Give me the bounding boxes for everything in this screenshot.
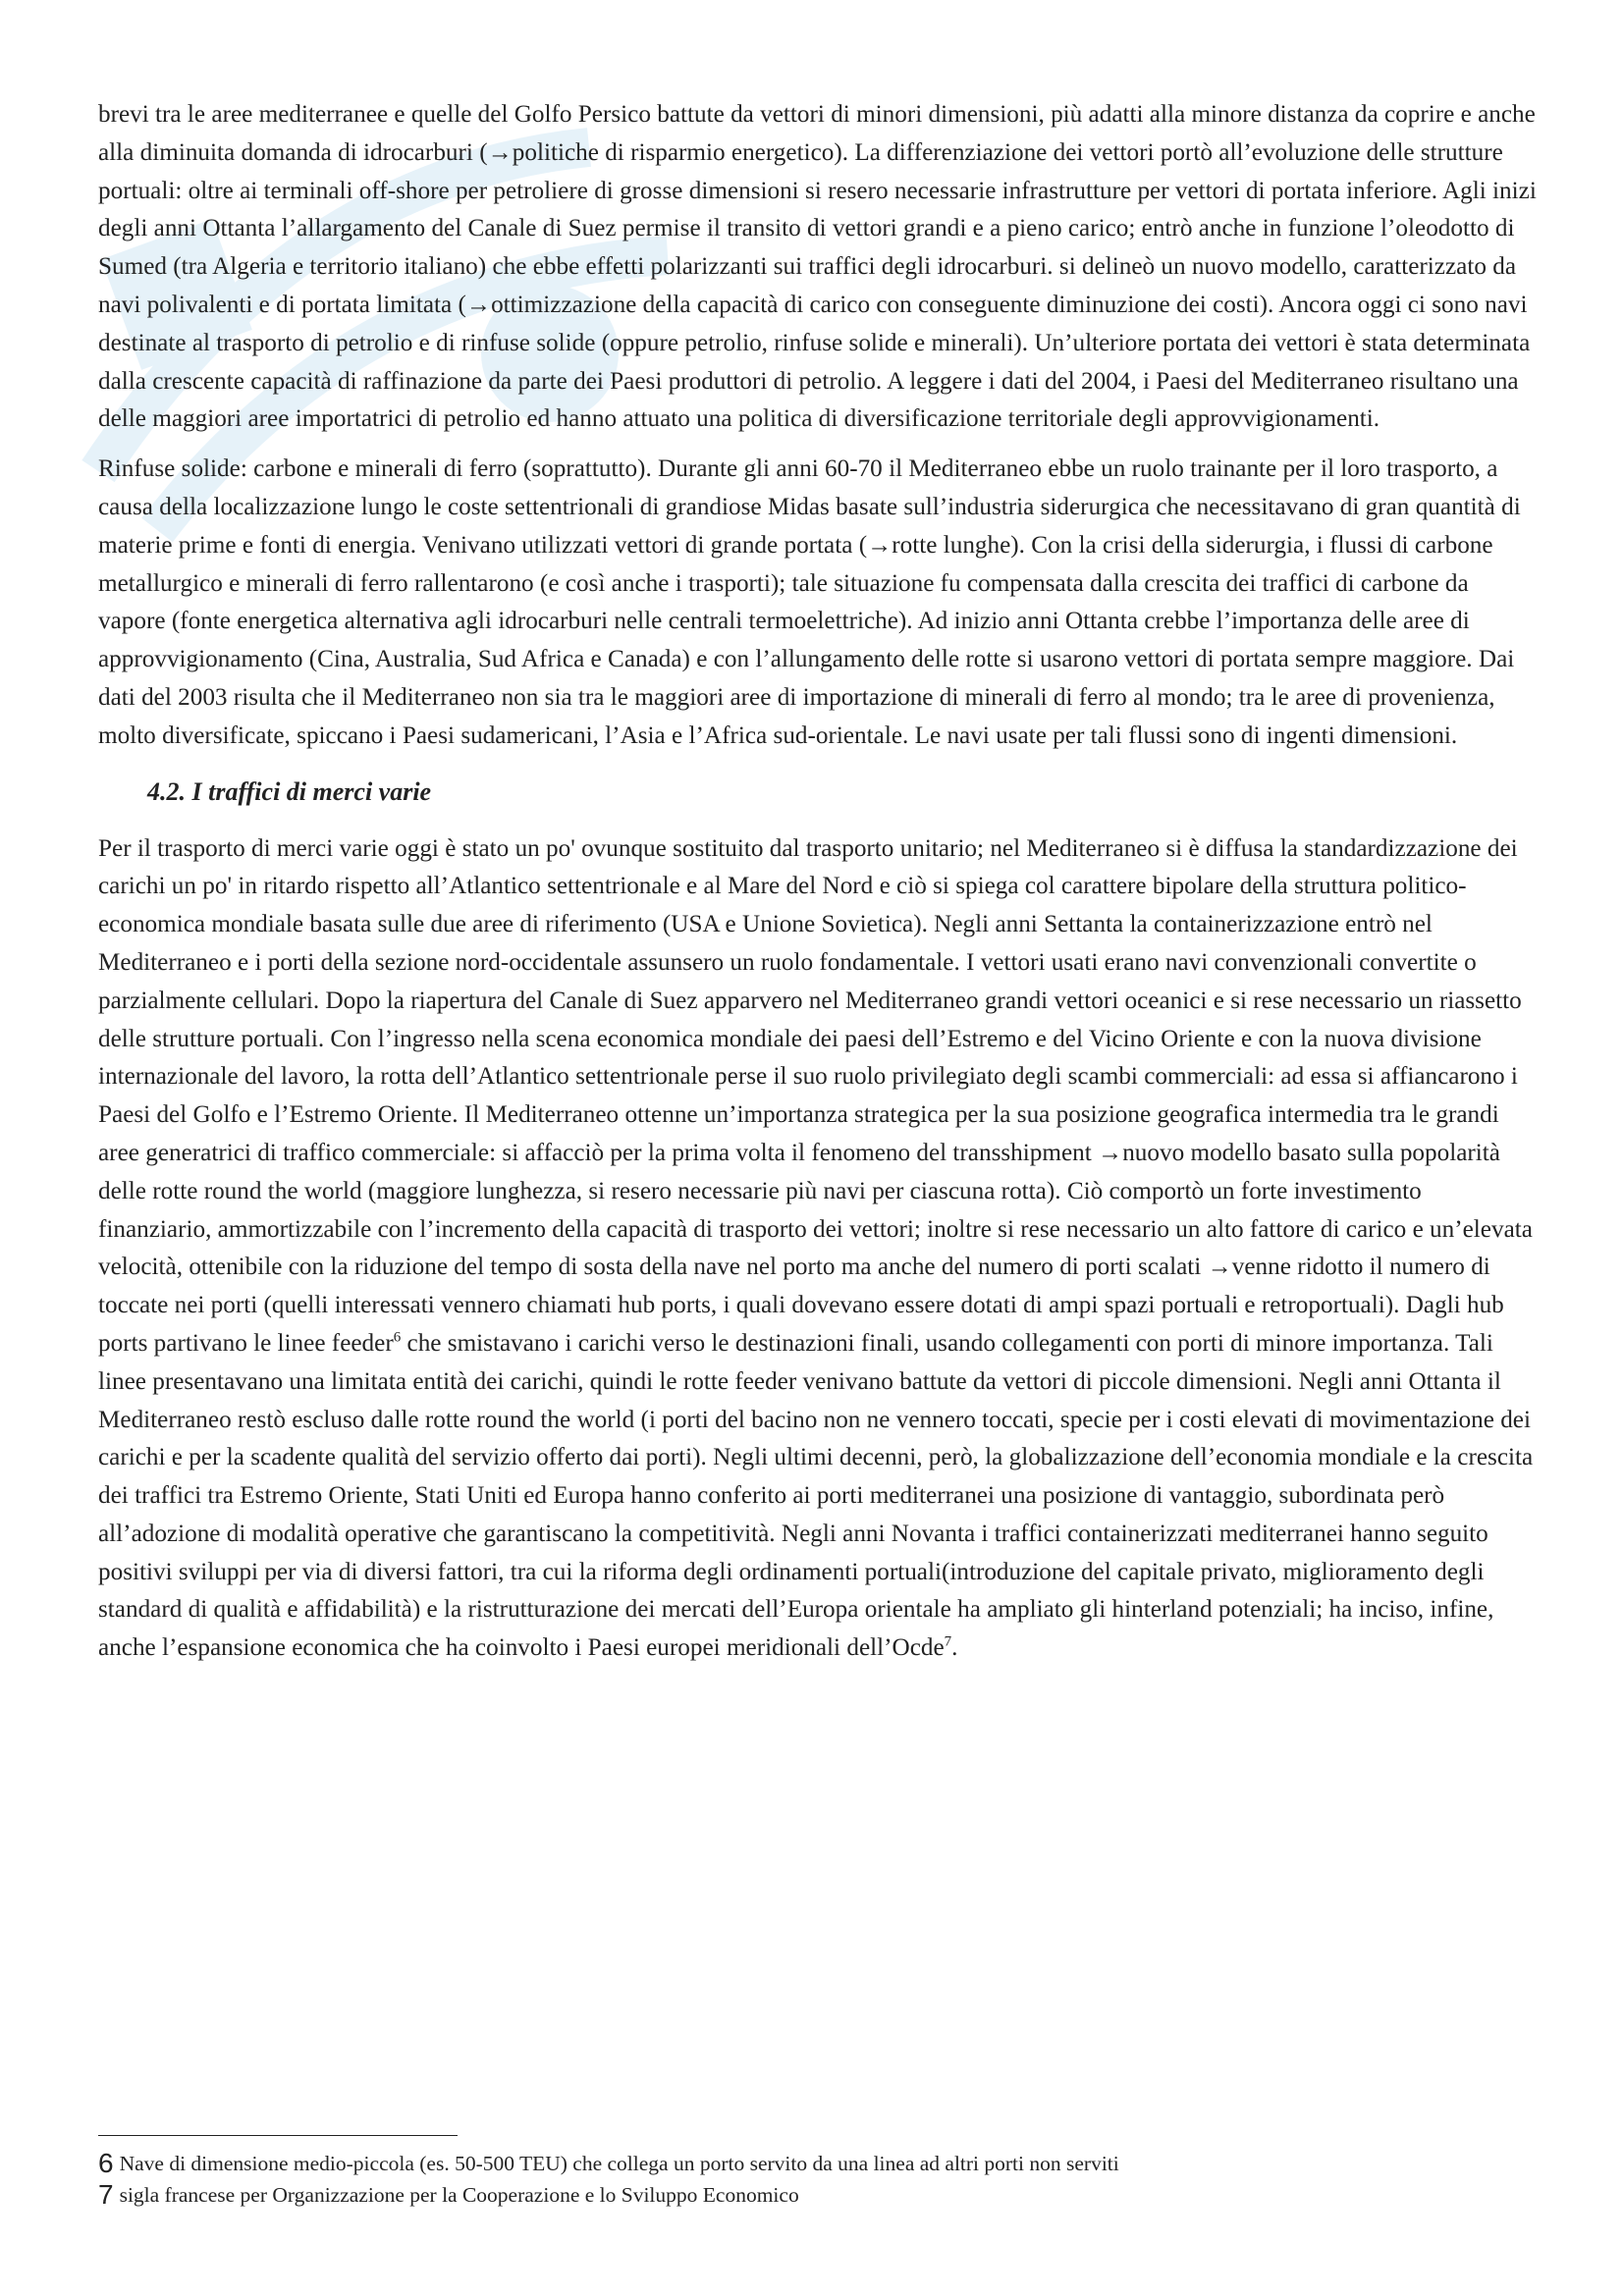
paragraph-general-cargo [98,830,1540,1669]
footnote-text: sigla francese per Organizzazione per la Cooperazione e lo Sviluppo Economico [119,2183,799,2207]
footnotes [98,2135,1540,2211]
footnote-number: 7 [98,2179,114,2210]
footnote-ref-7[interactable]: 7 [944,1633,952,1650]
paragraph-text: . [951,1634,958,1662]
document-body [98,96,1540,1668]
section-number: 4.2. [147,776,186,806]
footnote-number: 6 [98,2148,114,2178]
section-title: I traffici di merci varie [191,776,432,806]
paragraph-oil-routes: brevi tra le aree mediterranee e quelle del Golfo Persico battute da vettori di minori dimensioni, più adatti alla minore distanza da coprire e anche alla diminuita domanda di idrocarburi (→politiche di risparmio energetico). La differenziazione dei vettori portò all’evoluzione delle strutture portuali: oltre ai terminali off-shore per petroliere di grosse dimensioni si resero necessarie infrastrutture per vettori di portata inferiore. Agli inizi degli anni Ottanta l’allargamento del Canale di Suez permise il transito di vettori grandi e a pieno carico; entrò anche in funzione l’oleodotto di Sumed (tra Algeria e territorio italiano) che ebbe effetti polarizzanti sui traffici degli idrocarburi. si delineò un nuovo modello, caratterizzato da navi polivalenti e di portata limitata (→ottimizzazione della capacità di carico con conseguente diminuzione dei costi). Ancora oggi ci sono navi destinate al trasporto di petrolio e di rinfuse solide (oppure petrolio, rinfuse solide e minerali). Un’ulteriore portata dei vettori è stata determinata dalla crescente capacità di raffinazione da parte dei Paesi produttori di petrolio. A leggere i dati del 2004, i Paesi del Mediterraneo risultano una delle maggiori aree importatrici di petrolio ed hanno attuato una politica di diversificazione territoriale degli approvvigionamenti. [98,101,1537,433]
paragraph-text: Per il trasporto di merci varie oggi è stato un po' ovunque sostituito dal trasporto unitario; nel Mediterraneo si è diffusa la standardizzazione dei carichi un po' in ritardo rispetto all’Atlantico settentrionale e al Mare del Nord e ciò si spiega col carattere bipolare della struttura politico-economica mondiale basata sulle due aree di riferimento (USA e Unione Sovietica). Negli anni Settanta la containerizzazione entrò nel Mediterraneo e i porti della sezione nord-occidentale assunsero un ruolo fondamentale. I vettori usati erano navi convenzionali convertite o parzialmente cellulari. Dopo la riapertura del Canale di Suez apparvero nel Mediterraneo grandi vettori oceanici e si rese necessario un riassetto delle strutture portuali. Con l’ingresso nella scena economica mondiale dei paesi dell’Estremo e del Vicino Oriente e con la nuova divisione internazionale del lavoro, la rotta dell’Atlantico settentrionale perse il suo ruolo privilegiato degli scambi commerciali: ad essa si affiancarono i Paesi del Golfo e l’Estremo Oriente. Il Mediterraneo ottenne un’importanza strategica per la sua posizione geografica intermedia tra le grandi aree generatrici di traffico commerciale: si affacciò per la prima volta il fenomeno del transshipment →nuovo modello basato sulla popolarità delle rotte round the world (maggiore lunghezza, si resero necessarie più navi per ciascuna rotta). Ciò comportò un forte investimento finanziario, ammortizzabile con l’incremento della capacità di trasporto dei vettori; inoltre si rese necessario un alto fattore di carico e un’elevata velocità, ottenibile con la riduzione del tempo di sosta della nave nel porto ma anche del numero di porti scalati →venne ridotto il numero di toccate nei porti (quelli interessati vennero chiamati hub ports, i quali dovevano essere dotati di ampi spazi portuali e retroportuali). Dagli hub ports partivano le linee feeder [98,834,1533,1357]
section-heading [147,777,1540,807]
footnote-6 [98,2148,1540,2179]
footnote-text: Nave di dimensione medio-piccola (es. 50-500 TEU) che collega un porto servito da una linea ad altri porti non serviti [119,2152,1119,2175]
paragraph-solid-bulk: Rinfuse solide: carbone e minerali di ferro (soprattutto). Durante gli anni 60-70 il Mediterraneo ebbe un ruolo trainante per il loro trasporto, a causa della localizzazione lungo le coste settentrionali di grandiose Midas basate sull’industria siderurgica che necessitavano di gran quantità di materie prime e fonti di energia. Venivano utilizzati vettori di grande portata (→rotte lunghe). Con la crisi della siderurgia, i flussi di carbone metallurgico e minerali di ferro rallentarono (e così anche i trasporti); tale situazione fu compensata dalla crescita dei traffici di carbone da vapore (fonte energetica alternativa agli idrocarburi nelle centrali termoelettriche). Ad inizio anni Ottanta crebbe l’importanza delle aree di approvvigionamento (Cina, Australia, Sud Africa e Canada) e con l’allungamento delle rotte si usarono vettori di portata sempre maggiore. Dai dati del 2003 risulta che il Mediterraneo non sia tra le maggiori aree di importazione di minerali di ferro al mondo; tra le aree di provenienza, molto diversificate, spiccano i Paesi sudamericani, l’Asia e l’Africa sud-orientale. Le navi usate per tali flussi sono di ingenti dimensioni. [98,455,1521,749]
paragraph-text: che smistavano i carichi verso le destinazioni finali, usando collegamenti con porti di minore importanza. Tali linee presentavano una limitata entità dei carichi, quindi le rotte feeder venivano battute da vettori di piccole dimensioni. Negli anni Ottanta il Mediterraneo restò escluso dalle rotte round the world (i porti del bacino non ne vennero toccati, specie per i costi elevati di movimentazione dei carichi e per la scadente qualità del servizio offerto dai porti). Negli ultimi decenni, però, la globalizzazione dell’economia mondiale e la crescita dei traffici tra Estremo Oriente, Stati Uniti ed Europa hanno conferito ai porti mediterranei una posizione di vantaggio, subordinata però all’adozione di modalità operative che garantiscano la competitività. Negli anni Novanta i traffici containerizzati mediterranei hanno seguito positivi sviluppi per via di diversi fattori, tra cui la riforma degli ordinamenti portuali(introduzione del capitale privato, miglioramento degli standard di qualità e affidabilità) e la ristrutturazione dei mercati dell’Europa orientale ha ampliato gli hinterland potenziali; ha inciso, infine, anche l’espansione economica che ha coinvolto i Paesi europei meridionali dell’Ocde [98,1329,1534,1662]
footnote-divider [98,2135,458,2136]
footnote-ref-6[interactable]: 6 [393,1329,402,1346]
footnote-7 [98,2179,1540,2211]
